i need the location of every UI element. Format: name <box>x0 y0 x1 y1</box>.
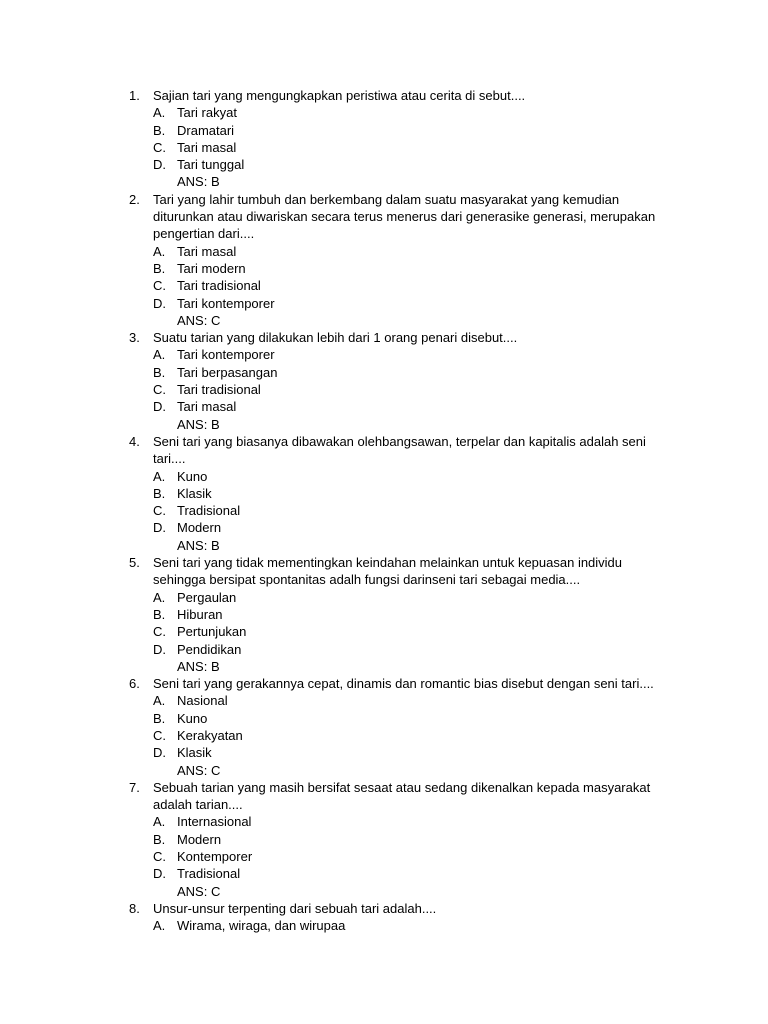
question-number: 8. <box>129 900 140 916</box>
question-4-line-1 <box>0 433 768 450</box>
option-letter: B. <box>153 606 166 622</box>
answer-row <box>0 762 768 779</box>
option-text: Tari tradisional <box>177 278 261 294</box>
option-letter: D. <box>153 745 166 761</box>
option-text: Wirama, wiraga, dan wirupaa <box>177 918 346 934</box>
option-text: Tari berpasangan <box>177 364 278 380</box>
question-number: 2. <box>129 191 140 207</box>
option-row <box>0 710 768 727</box>
question-4-line-2 <box>0 450 768 467</box>
option-text: Kuno <box>177 710 208 726</box>
option-letter: C. <box>153 624 166 640</box>
option-row <box>0 381 768 398</box>
option-row <box>0 104 768 121</box>
question-7-line-1 <box>0 779 768 796</box>
option-row <box>0 831 768 848</box>
question-5-line-2 <box>0 571 768 588</box>
option-row <box>0 502 768 519</box>
option-letter: B. <box>153 485 166 501</box>
question-text: Seni tari yang gerakannya cepat, dinamis dan romantic bias disebut dengan seni tari.... <box>153 676 654 692</box>
option-row <box>0 606 768 623</box>
option-row <box>0 813 768 830</box>
answer-row <box>0 173 768 190</box>
question-number: 7. <box>129 779 140 795</box>
option-text: Kontemporer <box>177 849 253 865</box>
answer-row <box>0 312 768 329</box>
option-letter: C. <box>153 727 166 743</box>
option-row <box>0 727 768 744</box>
question-text: Suatu tarian yang dilakukan lebih dari 1 orang penari disebut.... <box>153 330 518 346</box>
option-row <box>0 623 768 640</box>
option-text: Pendidikan <box>177 641 242 657</box>
question-text: adalah tarian.... <box>153 797 243 813</box>
option-text: Tari rakyat <box>177 105 237 121</box>
answer-row <box>0 416 768 433</box>
quiz-document <box>0 87 768 935</box>
option-text: Tari masal <box>177 139 237 155</box>
option-row <box>0 398 768 415</box>
option-text: Pertunjukan <box>177 624 247 640</box>
option-row <box>0 692 768 709</box>
question-number: 1. <box>129 88 140 103</box>
option-letter: D. <box>153 641 166 657</box>
question-text: Unsur-unsur terpenting dari sebuah tari adalah.... <box>153 900 437 916</box>
option-letter: B. <box>153 710 166 726</box>
option-row <box>0 295 768 312</box>
option-letter: A. <box>153 243 166 259</box>
option-letter: A. <box>153 105 166 121</box>
answer-row <box>0 537 768 554</box>
question-text: sehingga bersipat spontanitas adalh fungsi darinseni tari sebagai media.... <box>153 572 581 588</box>
option-letter: D. <box>153 520 166 536</box>
question-text: tari.... <box>153 451 186 467</box>
option-letter: A. <box>153 589 166 605</box>
option-text: Tari masal <box>177 243 237 259</box>
option-letter: A. <box>153 468 166 484</box>
question-5-line-1 <box>0 554 768 571</box>
option-letter: C. <box>153 278 166 294</box>
question-text: diturunkan atau diwariskan secara terus menerus dari generasike generasi, merupakan <box>153 209 656 225</box>
option-letter: D. <box>153 399 166 415</box>
question-text: Sebuah tarian yang masih bersifat sesaat atau sedang dikenalkan kepada masyarakat <box>153 779 651 795</box>
option-text: Tradisional <box>177 866 241 882</box>
question-number: 6. <box>129 676 140 692</box>
option-letter: B. <box>153 260 166 276</box>
option-text: Tari kontemporer <box>177 347 275 363</box>
question-number: 3. <box>129 330 140 346</box>
option-text: Klasik <box>177 745 212 761</box>
option-row <box>0 641 768 658</box>
option-letter: B. <box>153 364 166 380</box>
question-8-line-1 <box>0 900 768 917</box>
option-letter: C. <box>153 139 166 155</box>
option-letter: C. <box>153 382 166 398</box>
question-7-line-2 <box>0 796 768 813</box>
answer-key: ANS: B <box>177 658 220 674</box>
option-letter: B. <box>153 122 166 138</box>
question-text: Seni tari yang biasanya dibawakan olehbangsawan, terpelar dan kapitalis adalah seni <box>153 433 646 449</box>
option-row <box>0 156 768 173</box>
option-row <box>0 122 768 139</box>
answer-key: ANS: B <box>177 174 220 190</box>
question-number: 5. <box>129 555 140 571</box>
option-text: Internasional <box>177 814 252 830</box>
option-letter: A. <box>153 918 166 934</box>
question-text: pengertian dari.... <box>153 226 255 242</box>
answer-key: ANS: C <box>177 883 221 899</box>
option-letter: B. <box>153 831 166 847</box>
option-text: Pergaulan <box>177 589 237 605</box>
option-text: Tari kontemporer <box>177 295 275 311</box>
option-letter: C. <box>153 503 166 519</box>
option-text: Nasional <box>177 693 228 709</box>
option-letter: D. <box>153 295 166 311</box>
option-text: Tari tunggal <box>177 157 245 173</box>
option-letter: D. <box>153 157 166 173</box>
answer-key: ANS: C <box>177 762 221 778</box>
option-row <box>0 260 768 277</box>
option-letter: A. <box>153 693 166 709</box>
option-text: Dramatari <box>177 122 235 138</box>
question-3-line-1 <box>0 329 768 346</box>
question-1-line-1 <box>0 87 768 104</box>
option-row <box>0 589 768 606</box>
option-letter: A. <box>153 347 166 363</box>
option-row <box>0 277 768 294</box>
option-letter: C. <box>153 849 166 865</box>
option-row <box>0 468 768 485</box>
option-row <box>0 519 768 536</box>
option-row <box>0 364 768 381</box>
option-text: Tari tradisional <box>177 382 261 398</box>
option-text: Klasik <box>177 485 212 501</box>
question-2-line-2 <box>0 208 768 225</box>
option-text: Hiburan <box>177 606 223 622</box>
option-text: Tari masal <box>177 399 237 415</box>
answer-key: ANS: B <box>177 537 220 553</box>
option-row <box>0 744 768 761</box>
option-text: Modern <box>177 520 222 536</box>
question-text: Tari yang lahir tumbuh dan berkembang dalam suatu masyarakat yang kemudian <box>153 191 620 207</box>
option-text: Kuno <box>177 468 208 484</box>
option-row <box>0 139 768 156</box>
option-row <box>0 346 768 363</box>
answer-key: ANS: C <box>177 312 221 328</box>
question-6-line-1 <box>0 675 768 692</box>
option-row <box>0 485 768 502</box>
answer-key: ANS: B <box>177 416 220 432</box>
option-text: Tradisional <box>177 503 241 519</box>
option-row <box>0 848 768 865</box>
question-text: Sajian tari yang mengungkapkan peristiwa atau cerita di sebut.... <box>153 88 526 103</box>
option-text: Kerakyatan <box>177 727 243 743</box>
question-text: Seni tari yang tidak mementingkan keindahan melainkan untuk kepuasan individu <box>153 555 623 571</box>
option-letter: D. <box>153 866 166 882</box>
option-text: Modern <box>177 831 222 847</box>
question-number: 4. <box>129 433 140 449</box>
option-text: Tari modern <box>177 260 246 276</box>
question-2-line-1 <box>0 191 768 208</box>
question-2-line-3 <box>0 225 768 242</box>
option-row <box>0 865 768 882</box>
option-row <box>0 243 768 260</box>
answer-row <box>0 883 768 900</box>
option-row <box>0 917 768 934</box>
answer-row <box>0 658 768 675</box>
option-letter: A. <box>153 814 166 830</box>
